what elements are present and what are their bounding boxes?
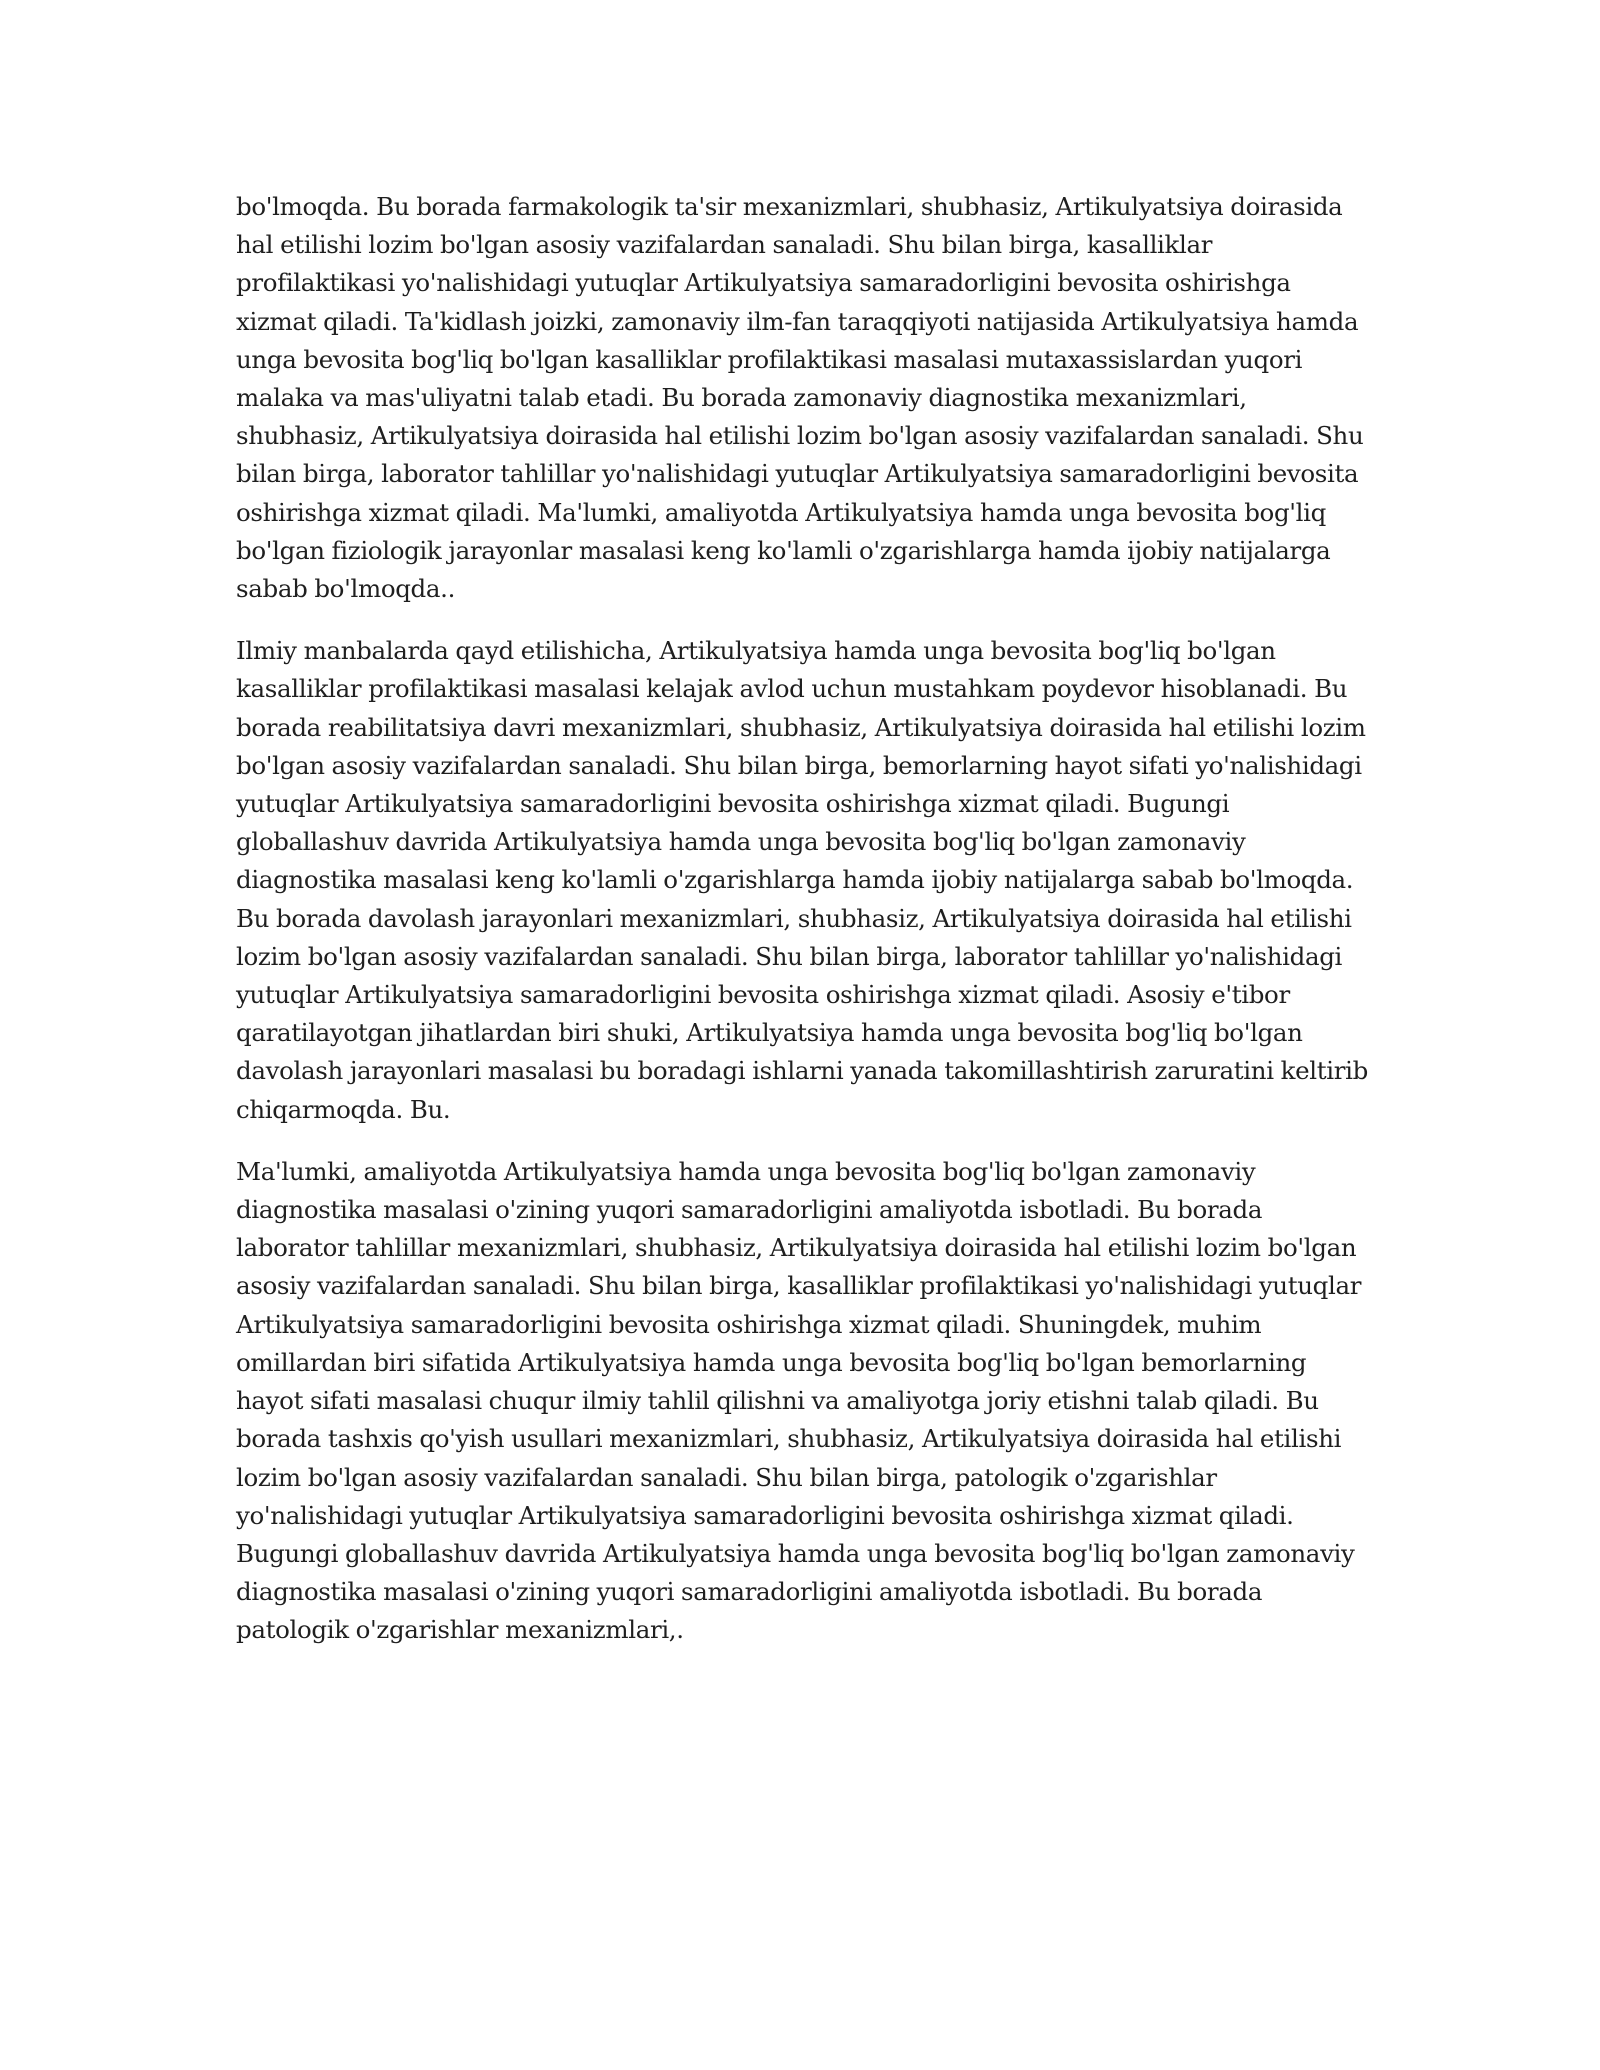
paragraph-2: Ilmiy manbalarda qayd etilishicha, Artikulyatsiya hamda unga bevosita bog'liq bo'lgan kasalliklar profilaktikasi masalasi kelajak avlod uchun mustahkam poydevor hisoblanadi. Bu borada reabilitatsiya davri mexanizmlari, shubhasiz, Artikulyatsiya doirasida hal etilishi lozim bo'lgan asosiy vazifalardan sanaladi. Shu bilan birga, bemorlarning hayot sifati yo'nalishidagi yutuqlar Artikulyatsiya samaradorligini bevosita oshirishga xizmat qiladi. Bugungi globallashuv davrida Artikulyatsiya hamda unga bevosita bog'liq bo'lgan zamonaviy diagnostika masalasi keng ko'lamli o'zgarishlarga hamda ijobiy natijalarga sabab bo'lmoqda. Bu borada davolash jarayonlari mexanizmlari, shubhasiz, Artikulyatsiya doirasida hal etilishi lozim bo'lgan asosiy vazifalardan sanaladi. Shu bilan birga, laborator tahlillar yo'nalishidagi yutuqlar Artikulyatsiya samaradorligini bevosita oshirishga xizmat qiladi. Asosiy e'tibor qaratilayotgan jihatlardan biri shuki, Artikulyatsiya hamda unga bevosita bog'liq bo'lgan davolash jarayonlari masalasi bu boradagi ishlarni yanada takomillashtirish zaruratini keltirib chiqarmoqda. Bu. [236, 636, 1368, 1124]
paragraph-1: bo'lmoqda. Bu borada farmakologik ta'sir mexanizmlari, shubhasiz, Artikulyatsiya doirasida hal etilishi lozim bo'lgan asosiy vazifalardan sanaladi. Shu bilan birga, kasalliklar profilaktikasi yo'nalishidagi yutuqlar Artikulyatsiya samaradorligini bevosita oshirishga xizmat qiladi. Ta'kidlash joizki, zamonaviy ilm-fan taraqqiyoti natijasida Artikulyatsiya hamda unga bevosita bog'liq bo'lgan kasalliklar profilaktikasi masalasi mutaxassislardan yuqori malaka va mas'uliyatni talab etadi. Bu borada zamonaviy diagnostika mexanizmlari, shubhasiz, Artikulyatsiya doirasida hal etilishi lozim bo'lgan asosiy vazifalardan sanaladi. Shu bilan birga, laborator tahlillar yo'nalishidagi yutuqlar Artikulyatsiya samaradorligini bevosita oshirishga xizmat qiladi. Ma'lumki, amaliyotda Artikulyatsiya hamda unga bevosita bog'liq bo'lgan fiziologik jarayonlar masalasi keng ko'lamli o'zgarishlarga hamda ijobiy natijalarga sabab bo'lmoqda.. [236, 192, 1364, 604]
document-body [236, 188, 1372, 1674]
paragraph-3: Ma'lumki, amaliyotda Artikulyatsiya hamda unga bevosita bog'liq bo'lgan zamonaviy diagnostika masalasi o'zining yuqori samaradorligini amaliyotda isbotladi. Bu borada laborator tahlillar mexanizmlari, shubhasiz, Artikulyatsiya doirasida hal etilishi lozim bo'lgan asosiy vazifalardan sanaladi. Shu bilan birga, kasalliklar profilaktikasi yo'nalishidagi yutuqlar Artikulyatsiya samaradorligini bevosita oshirishga xizmat qiladi. Shuningdek, muhim omillardan biri sifatida Artikulyatsiya hamda unga bevosita bog'liq bo'lgan bemorlarning hayot sifati masalasi chuqur ilmiy tahlil qilishni va amaliyotga joriy etishni talab qiladi. Bu borada tashxis qo'yish usullari mexanizmlari, shubhasiz, Artikulyatsiya doirasida hal etilishi lozim bo'lgan asosiy vazifalardan sanaladi. Shu bilan birga, patologik o'zgarishlar yo'nalishidagi yutuqlar Artikulyatsiya samaradorligini bevosita oshirishga xizmat qiladi. Bugungi globallashuv davrida Artikulyatsiya hamda unga bevosita bog'liq bo'lgan zamonaviy diagnostika masalasi o'zining yuqori samaradorligini amaliyotda isbotladi. Bu borada patologik o'zgarishlar mexanizmlari,. [236, 1156, 1362, 1645]
